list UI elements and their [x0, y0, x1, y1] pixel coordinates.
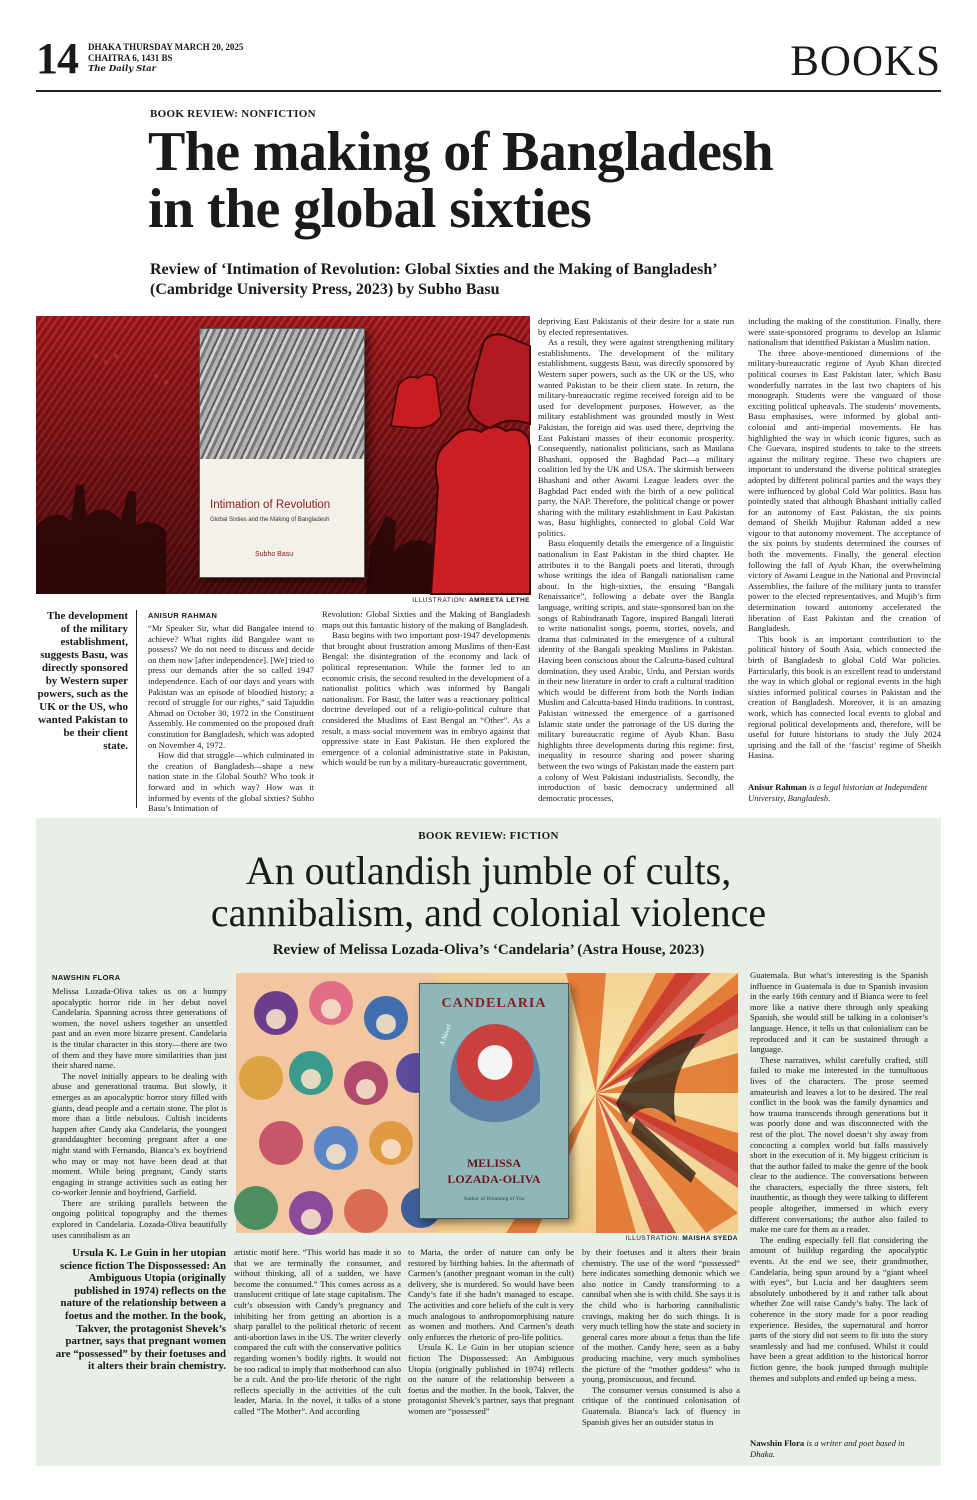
review1-subhead-line1: Review of ‘Intimation of Revolution: Global Sixties and the Making of Bangladesh’ [150, 261, 718, 278]
review1-column-2 [322, 609, 530, 809]
section-title: BOOKS [790, 38, 941, 85]
paragraph: depriving East Pakistanis of their desire for a state run by elected representatives. [538, 316, 734, 337]
paragraph: Guatemala. But what’s interesting is the Spanish influence in Guatemala is due to Spanish invasion in the early 16th century and if Bianca were to feel more like a native there through only speaking Spanish, she would still be talking in a coloniser’s language. Hence, it tells us that colonialism can be reproduced and it can be sustained through a language. [750, 970, 928, 1055]
review1-column-4 [748, 316, 941, 781]
review2-headline-line2: cannibalism, and colonial violence [210, 890, 767, 935]
author-note-name: Anisur Rahman [748, 782, 807, 792]
review2-byline: NAWSHIN FLORA [52, 973, 121, 982]
book-cover-subtitle: Global Sixties and the Making of Bangladesh [210, 517, 330, 523]
review1-column-3 [538, 316, 734, 809]
review1-book-cover [199, 328, 365, 578]
paragraph: These narratives, whilst carefully crafted, still failed to make me interested in the tumultuous lives of the characters. The prose seemed amateurish and leaves a lot to be desired. The real conflict in the book was the family dynamics and how trauma transcends through generations but it was poorly done and was disconnected with the rest of the plot. The novel doesn’t shy away from concocting a complex world but falls massively short in the execution of it. My biggest criticism is that the author failed to make the genre of the book clear to the audience. The conversations between the characters, especially the three sisters, felt inauthentic, as though they were talking to different people altogether, immersed in which every different conversations; the author also failed to make me care for them as a reader. [750, 1054, 928, 1235]
paragraph: to Maria, the order of nature can only be restored by birthing babies. In the aftermath of Carmen’s (another pregnant woman in the cult) delivery, she is murdered. So would have been Candy’s fate if she hadn’t managed to escape. The activities and core beliefs of the cult is very much analogous to anthropomorphising nature as women and mothers. And Carmen’s death only enforces the rhetoric of pro-life politics. [408, 1247, 574, 1342]
review1-byline: ANISUR RAHMAN [148, 611, 218, 620]
paragraph: Revolution: Global Sixties and the Making of Bangladesh maps out this fantastic history of the making of Bangladesh. [322, 609, 530, 630]
candelaria-title: CANDELARIA [441, 996, 547, 1011]
review2-illustration-credit [236, 1235, 738, 1242]
paragraph: As a result, they were against strengthening military establishments. The development of the military establishment, suggests Basu, was directly sponsored by Western super powers, such as the UK or the US, who wanted Pakistan to be their client state. In return, the military-bureaucratic regime received foreign aid to be used for development purposes. However, as the military establishment was grounded mostly in West Pakistan, the foreign aid was used there, depriving the East Pakistani masses of their economic prosperity. Consequently, nationalist politicians, such as Maulana Bhashani, opposed the Baghdad Pact—a military coalition led by the UK and USA. The skirmish between Bhashani and other Awami League leaders over the Baghdad Pact ended with the birth of a new political party, the NAP. Therefore, the political change or power sharing with the military establishment in East Pakistan was, Basu highlights, connected to global Cold War politics. [538, 337, 734, 538]
paragraph: Melissa Lozada-Oliva takes us on a bumpy apocalyptic horror ride in her debut novel Candelaria. Spanning across three generations of women, the novel ushers together an unsettled past and an even more bizarre present. Candelaria is the titular character in this story—there are two of them and they have more similarities than just their shared name. [52, 986, 227, 1071]
paragraph: Ursula K. Le Guin in her utopian science fiction The Dispossessed: An Ambiguous Utopia (originally published in 1974) reflects on the nature of the relationship between a foetus and the mother. In the book, Takver, the protagonist Shevek’s partner, says that pregnant women are “possessed” [408, 1342, 574, 1416]
review2-subhead: Review of Melissa Lozada-Oliva’s ‘Candelaria’ (Astra House, 2023) [272, 942, 705, 958]
paragraph: How did that struggle—which culminated in the creation of Bangladesh—shape a new nation state in the Global South? Who took it forward and in which way? How was it informed by events of the global sixties? Subho Basu’s Intimation of [148, 750, 314, 814]
author-note-text: is a writer and poet based in Dhaka. [750, 1438, 905, 1459]
review2-column-5 [750, 970, 928, 1436]
dateline [88, 42, 243, 75]
review2-kicker: BOOK REVIEW: FICTION [418, 830, 559, 842]
paragraph: There are striking parallels between the ongoing political topography and the themes explored in Candelaria. Lozada-Oliva beautifully uses cannibalism as an [52, 1197, 227, 1240]
paragraph: by their foetuses and it alters their brain chemistry. The use of the word “possessed” here indicates something demonic which we also notice in Candy transforming to a cannibal when she is with child. She says it is the child who is harboring cannibalistic cravings, making her do such things. It is very much telling how the state and society in general cares more about a fetus than the life of the mother. Candy here, seen as a baby producing machine, very much symbolises the picture of the “mother goddess” who is young, promiscuous, and fecund. [582, 1247, 740, 1385]
author-note-text: is a legal historian at Independent University, Bangladesh. [748, 782, 928, 803]
book-cover-author: Subho Basu [255, 551, 294, 558]
masthead-rule [36, 90, 941, 92]
review2-column-1 [52, 986, 227, 1240]
credit-name: MAISHA SYEDA [682, 1235, 738, 1242]
review1-illustration [36, 316, 530, 594]
review2-author-note [750, 1438, 928, 1462]
review1-subhead [150, 260, 718, 300]
candelaria-tag: A Novel [438, 1023, 454, 1047]
paragraph: The ending especially fell flat considering the amount of buildup regarding the apocalyptic events. At the end we see, their grandmother, Candelaria, being spun around by a “giant wheel with eyes”, but Lucia and her daughters seem absolutely unbothered by it and rather talk about whether Zoe will raise Candy’s baby. The lack of coherence in the story made for a poor reading experience. Besides, the supernatural and horror parts of the story did not seem to fit into the story seamlessly and had me confused. Whilst it could have been a great addition to the historical horror fiction genre, the book jumped through multiple themes and subplots and ended up being a mess. [750, 1234, 928, 1383]
review1-pull-quote: The development of the military establishment, suggests Basu, was directly sponsored by Western super powers, such as the UK or the US, who wanted Pakistan to be their client state. [37, 610, 128, 752]
review2-headline-line1: An outlandish jumble of cults, [245, 848, 732, 893]
paragraph: including the making of the constitution. Finally, there were state-sponsored programs to develop an Islamic nationalism that identified Pakistan a Muslim nation. [748, 316, 941, 348]
review1-headline [148, 121, 774, 240]
review2-book-cover [419, 983, 569, 1219]
credit-name: AMREETA LETHE [468, 597, 530, 604]
paragraph: “Mr Speaker Sir, what did Bangalee intend to achieve? What rights did Bangalee want to possess? We do not need to discuss and decide on them now [after independence]. [We] tried to press our demands after the so called 1947 independence. Each of our days and years with Pakistan was an episode of bloodied history; a record of struggle for our rights,” said Tajuddin Ahmad on October 30, 1972 in the Constituent Assembly. He commented on the proposed draft constitution for Bangladesh, which was adopted on November 4, 1972. [148, 623, 314, 750]
review1-headline-line1: The making of Bangladesh [148, 121, 774, 183]
review2-pull-quote: Ursula K. Le Guin in her utopian science fiction The Dispossessed: An Ambiguous Utopia (originally published in 1974) reflects on the nature of the relationship between a foetus and the mother. In the book, Takver, the protagonist Shevek’s partner, says that pregnant women are “possessed” by their foetuses and it alters their brain chemistry. [55, 1247, 226, 1373]
dateline-date: DHAKA THURSDAY MARCH 20, 2025 [88, 42, 244, 52]
paragraph: artistic motif here. “This world has made it so that we are terminally the consumer, and without thinking, all of a sudden, we have become the consumed.” This comes across as a translucent critique of late stage capitalism. The cult’s obsession with Candy’s pregnancy and inhibiting her from getting an abortion is a sharp parallel to the political rhetoric of recent anti-abortion laws in the US. The writer cleverly compared the cult with the conservative politics regarding women’s bodily rights. It would not be too radical to imply that motherhood can also be a cult. And the pro-life rhetoric of the right reflects specially in the activities of the cult leader, Maria. In the novel, it talks of a stone called “The Mother”. And according [234, 1247, 401, 1416]
book-cover-title: Intimation of Revolution [210, 499, 331, 511]
review2-column-4 [582, 1247, 740, 1461]
paragraph: The consumer versus consumed is also a critique of the continued colonisation of Guatemala. Bianca’s lack of fluency in Spanish gives her an outsider status in [582, 1384, 740, 1427]
paragraph: This book is an important contribution to the political history of South Asia, which connected the birth of Bangladesh to global Cold War policies. Particularly, this book is an excellent read to understand the way in which global or regional events in the high sixties informed political courses in Pakistan and the creation of Bangladesh. Moreover, it is an amazing work, which has connected local events to global and regional political developments and, therefore, will be useful for future historians to study the July 2024 uprising and the fall of the ‘fascist’ regime of Sheikh Hasina. [748, 633, 941, 761]
paragraph: Basu eloquently details the emergence of a linguistic nationalism in East Pakistan in the third chapter. He attributes it to the Bangali poets and literati, through whose writings the idea of Bangali nationalism came about. In the high-sixties, the ensuing “Bangali Renaissance”, following a debate over the Bangla language, writing scripts, and state-sponsored ban on the songs of Rabindranath Tagore, inspired Bangali literati to write nationalist songs, poems, stories, novels, and drama that culminated in the emergence of a cultural identity of the Bangali speaking Muslims in Pakistan. Having been conscious about the Calcutta-based cultural domination, they used Arabic, Urdu, and Persian words in their new literature in order to craft a cultural tradition which would be different from both the North Indian Muslim and Calcutta-based Hindu traditions. In contrast, Pakistan witnessed the emergence of a garrisoned Islamic state under the patronage of the US during the military bureaucratic regime of Ayub Khan. Basu highlights three developments during this regime: first, inequality in resource sharing and power sharing between the two wings of Pakistan made the eastern part a colony of West Pakistani industrialists. Secondly, the introduction of basic democracy undermined all democratic processes, [538, 538, 734, 803]
review1-kicker: BOOK REVIEW: NONFICTION [150, 108, 316, 120]
review1-subhead-line2: (Cambridge University Press, 2023) by Subho Basu [150, 281, 500, 298]
review1-column-1 [148, 623, 314, 814]
review2-headline [36, 850, 941, 934]
candelaria-blurb: Author of Dreaming of You [463, 1196, 525, 1202]
review1-author-note [748, 782, 941, 806]
review2-column-3 [408, 1247, 574, 1461]
page-number: 14 [36, 34, 78, 83]
paragraph: The novel initially appears to be dealing with abuse and generational trauma. But slowly, it emerges as an apocalyptic horror story filled with giants, dead people and a certain stone. The plot is more than a little nebulous. Cultish incidents happen after Candy aka Candelaria, the youngest granddaughter becoming pregnant after a one night stand with Fernando, Bianca’s ex boyfriend who may or may not have been dead at that moment. While being pregnant, Candy starts engaging in strange activities such as eating her co-worker Jennie and boyfriend, Garfield. [52, 1070, 227, 1198]
candelaria-artwork [450, 1024, 540, 1134]
candelaria-author-1: MELISSA [466, 1156, 522, 1170]
review1-pull-divider [136, 610, 137, 808]
paragraph: The three above-mentioned dimensions of the military-bureaucratic regime of Ayub Khan directed political courses in East Pakistan later, which Basu wonderfully narrates in the last two chapters of his monograph. Students were the vanguard of those exciting political upheavals. The students’ movements, Basu emphasises, were informed by global anti-colonial and anti-imperial movements. He has highlighted the way in which iconic figures, such as Che Guevara, inspired students to take to the streets against the military regime. These two chapters are important to understand the diverse political strategies adopted by different political parties and the ways they were influenced by global Cold War politics. Basu has pointedly stated that although Bhashani initially called for an autonomy of East Pakistan, the six points demand of Sheikh Mujibur Rahman added a new vigour to that autonomy movement. The acceptance of the six points by students determined the courses of both the movements. Finally, the general election following the fall of Ayub Khan, the overwhelming victory of Awami League in the National and Provincial Assemblies, the failure of the military junta to transfer power to the elected representatives, and Mujib’s firm determination toward autonomy accelerated the liberation of East Pakistan and the creation of Bangladesh. [748, 347, 941, 634]
paper-logo: The Daily Star [88, 64, 157, 74]
review1-headline-line2: in the global sixties [148, 178, 592, 240]
dateline-bangla: CHAITRA 6, 1431 BS [88, 53, 173, 63]
book-cover-photo [200, 329, 364, 459]
review1-illustration-credit [36, 597, 530, 604]
credit-label: ILLUSTRATION: [625, 1235, 681, 1242]
masthead [36, 36, 941, 88]
credit-label: ILLUSTRATION: [412, 597, 467, 604]
review2-column-2 [234, 1247, 401, 1461]
candelaria-author-2: LOZADA-OLIVA [447, 1172, 541, 1186]
paragraph: Basu begins with two important post-1947 developments that brought about frustration among Muslims of then-East Bengal: the disintegration of the economy and lack of political representation. While the former led to an economic crisis, the second resulted in the development of a nationalist politics which was informed by Bangali nationalism. For Basu, the latter was a reactionary political doctrine developed out of a religio-political culture that considered the Muslims of East Bengal an “Other”. As a result, a mass social movement was in embryo against that oppressive state in East Pakistan. He then explored the emergence of a colonial administrative state in Pakistan, which would be run by a military-bureaucratic government, [322, 630, 530, 768]
review2-illustration [236, 973, 738, 1233]
author-note-name: Nawshin Flora [750, 1438, 805, 1448]
